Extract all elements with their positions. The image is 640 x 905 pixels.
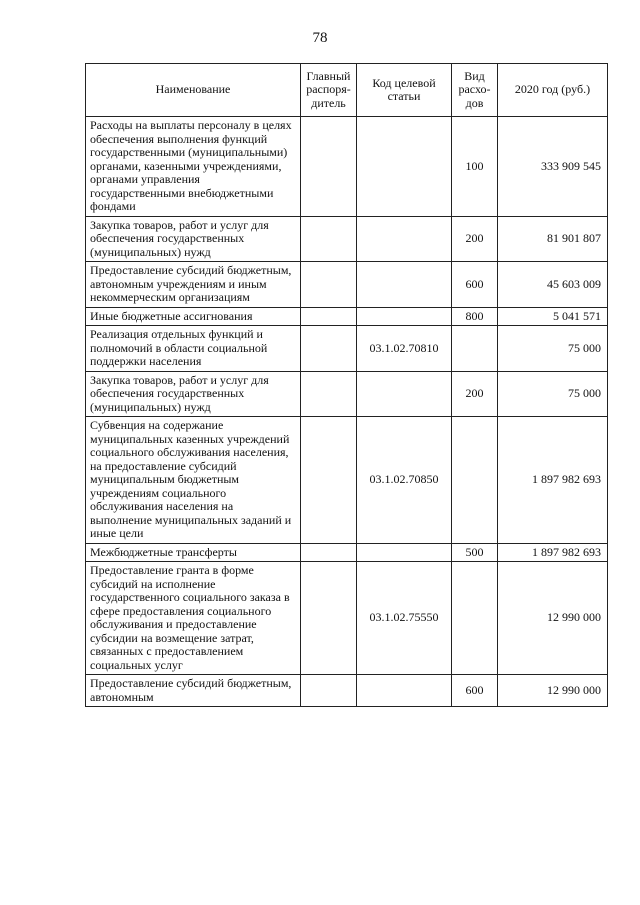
row-code: 03.1.02.70850 [357, 417, 452, 544]
table-row [86, 543, 608, 562]
row-admin [301, 675, 357, 707]
header-name: Наименование [86, 64, 301, 117]
header-admin: Главный распоря-дитель [301, 64, 357, 117]
table-row [86, 216, 608, 262]
row-amount: 45 603 009 [498, 262, 608, 308]
header-target-code: Код целевой статьи [357, 64, 452, 117]
row-code [357, 262, 452, 308]
row-amount: 12 990 000 [498, 562, 608, 675]
row-amount: 75 000 [498, 326, 608, 372]
row-admin [301, 326, 357, 372]
row-name: Предоставление субсидий бюджетным, автономным [86, 675, 301, 707]
row-kind: 500 [452, 543, 498, 562]
row-name: Реализация отдельных функций и полномочий в области социальной поддержки населения [86, 326, 301, 372]
header-year: 2020 год (руб.) [498, 64, 608, 117]
table-row [86, 117, 608, 217]
row-kind [452, 417, 498, 544]
table-row [86, 307, 608, 326]
row-admin [301, 562, 357, 675]
row-code [357, 543, 452, 562]
row-amount: 5 041 571 [498, 307, 608, 326]
row-admin [301, 216, 357, 262]
row-name: Закупка товаров, работ и услуг для обеспечения государственных (муниципальных) нужд [86, 371, 301, 417]
row-name: Субвенция на содержание муниципальных казенных учреждений социального обслуживания населения, на предоставление субсидий муниципальным бюджетным учреждениям социального обслуживания населения на выполнение муниципальных заданий и иные цели [86, 417, 301, 544]
header-expense-type: Вид расхо-дов [452, 64, 498, 117]
row-admin [301, 117, 357, 217]
row-name: Предоставление гранта в форме субсидий на исполнение государственного социального заказа в сфере предоставления социального обслуживания и предоставление субсидии на возмещение затрат, связанных с предоставлением социальных услуг [86, 562, 301, 675]
row-kind: 200 [452, 216, 498, 262]
row-kind: 200 [452, 371, 498, 417]
row-code [357, 307, 452, 326]
table-row [86, 326, 608, 372]
row-code [357, 216, 452, 262]
row-admin [301, 262, 357, 308]
row-kind [452, 326, 498, 372]
row-name: Межбюджетные трансферты [86, 543, 301, 562]
row-kind: 600 [452, 675, 498, 707]
row-code [357, 371, 452, 417]
row-name: Предоставление субсидий бюджетным, автономным учреждениям и иным некоммерческим организациям [86, 262, 301, 308]
row-name: Расходы на выплаты персоналу в целях обеспечения выполнения функций государственными (муниципальными) органами, казенными учреждениями, органами управления государственными внебюджетными фондами [86, 117, 301, 217]
row-admin [301, 307, 357, 326]
row-amount: 75 000 [498, 371, 608, 417]
row-name: Закупка товаров, работ и услуг для обеспечения государственных (муниципальных) нужд [86, 216, 301, 262]
row-admin [301, 543, 357, 562]
table-row [86, 371, 608, 417]
row-admin [301, 371, 357, 417]
row-kind: 100 [452, 117, 498, 217]
row-kind: 600 [452, 262, 498, 308]
budget-table [85, 63, 608, 707]
page-number: 78 [312, 30, 328, 46]
table-row [86, 562, 608, 675]
row-amount: 1 897 982 693 [498, 417, 608, 544]
row-code: 03.1.02.70810 [357, 326, 452, 372]
row-admin [301, 417, 357, 544]
row-name: Иные бюджетные ассигнования [86, 307, 301, 326]
row-code [357, 675, 452, 707]
row-amount: 81 901 807 [498, 216, 608, 262]
table-row [86, 417, 608, 544]
table-header-row [86, 64, 608, 117]
row-code: 03.1.02.75550 [357, 562, 452, 675]
row-amount: 1 897 982 693 [498, 543, 608, 562]
row-kind [452, 562, 498, 675]
table-row [86, 675, 608, 707]
row-amount: 333 909 545 [498, 117, 608, 217]
row-code [357, 117, 452, 217]
table-row [86, 262, 608, 308]
row-kind: 800 [452, 307, 498, 326]
row-amount: 12 990 000 [498, 675, 608, 707]
